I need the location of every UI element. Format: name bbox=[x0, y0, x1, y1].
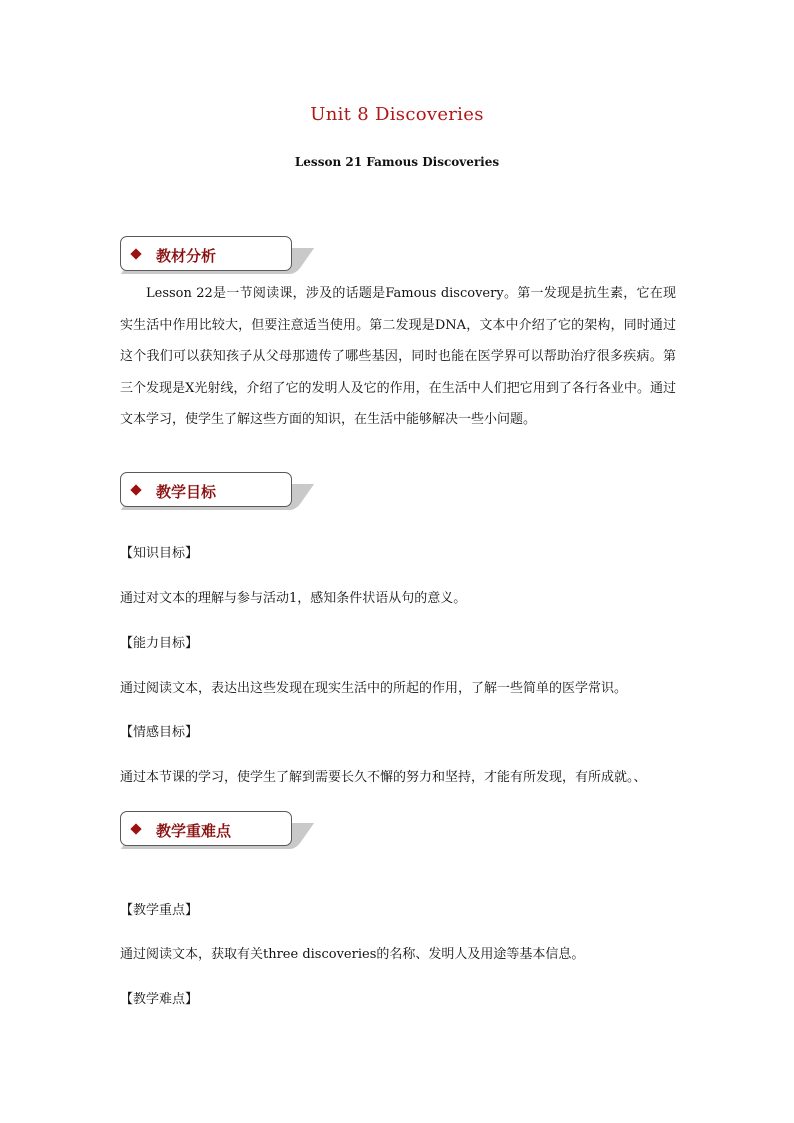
section-heading: 教学重难点 bbox=[156, 822, 232, 840]
section-header-key-points bbox=[120, 811, 310, 857]
diamond-icon bbox=[130, 823, 141, 834]
diamond-icon bbox=[130, 248, 141, 259]
section-header-analysis bbox=[120, 236, 310, 282]
unit-title: Unit 8 Discoveries bbox=[310, 104, 484, 125]
lesson-subtitle: Lesson 21 Famous Discoveries bbox=[294, 155, 500, 169]
section-header-objectives bbox=[120, 472, 310, 518]
emotion-objective-text: 通过本节课的学习，使学生了解到需要长久不懈的努力和坚持，才能有所发现，有所成就。、 bbox=[120, 770, 647, 785]
teaching-focus-text: 通过阅读文本，获取有关three discoveries的名称、发明人及用途等基本信息。 bbox=[120, 947, 585, 962]
header-box bbox=[120, 811, 292, 846]
teaching-focus-label: 【教学重点】 bbox=[120, 903, 199, 918]
section-heading: 教学目标 bbox=[156, 483, 217, 501]
teaching-difficulty-label: 【教学难点】 bbox=[120, 992, 199, 1007]
analysis-paragraph: Lesson 22是一节阅读课，涉及的话题是Famous discovery。第一发现是抗生素，它在现实生活中作用比较大，但要注意适当使用。第二发现是DNA，文本中介绍了它的架构，同时通过这个我们可以获知孩子从父母那遗传了哪些基因，同时也能在医学界可以帮助治疗很多疾病。第三个发现是X光射线，介绍了它的发明人及它的作用，在生活中人们把它用到了各行各业中。通过文本学习，使学生了解这些方面的知识，在生活中能够解决一些小问题。 bbox=[120, 286, 676, 427]
knowledge-objective-label: 【知识目标】 bbox=[120, 546, 199, 561]
section-heading: 教材分析 bbox=[156, 247, 217, 265]
emotion-objective-label: 【情感目标】 bbox=[120, 725, 199, 740]
ability-objective-label: 【能力目标】 bbox=[120, 636, 199, 651]
diamond-icon bbox=[130, 484, 141, 495]
header-box bbox=[120, 236, 292, 271]
ability-objective-text: 通过阅读文本，表达出这些发现在现实生活中的所起的作用，了解一些简单的医学常识。 bbox=[120, 681, 628, 696]
header-box bbox=[120, 472, 292, 507]
knowledge-objective-text: 通过对文本的理解与参与活动1，感知条件状语从句的意义。 bbox=[120, 591, 467, 606]
